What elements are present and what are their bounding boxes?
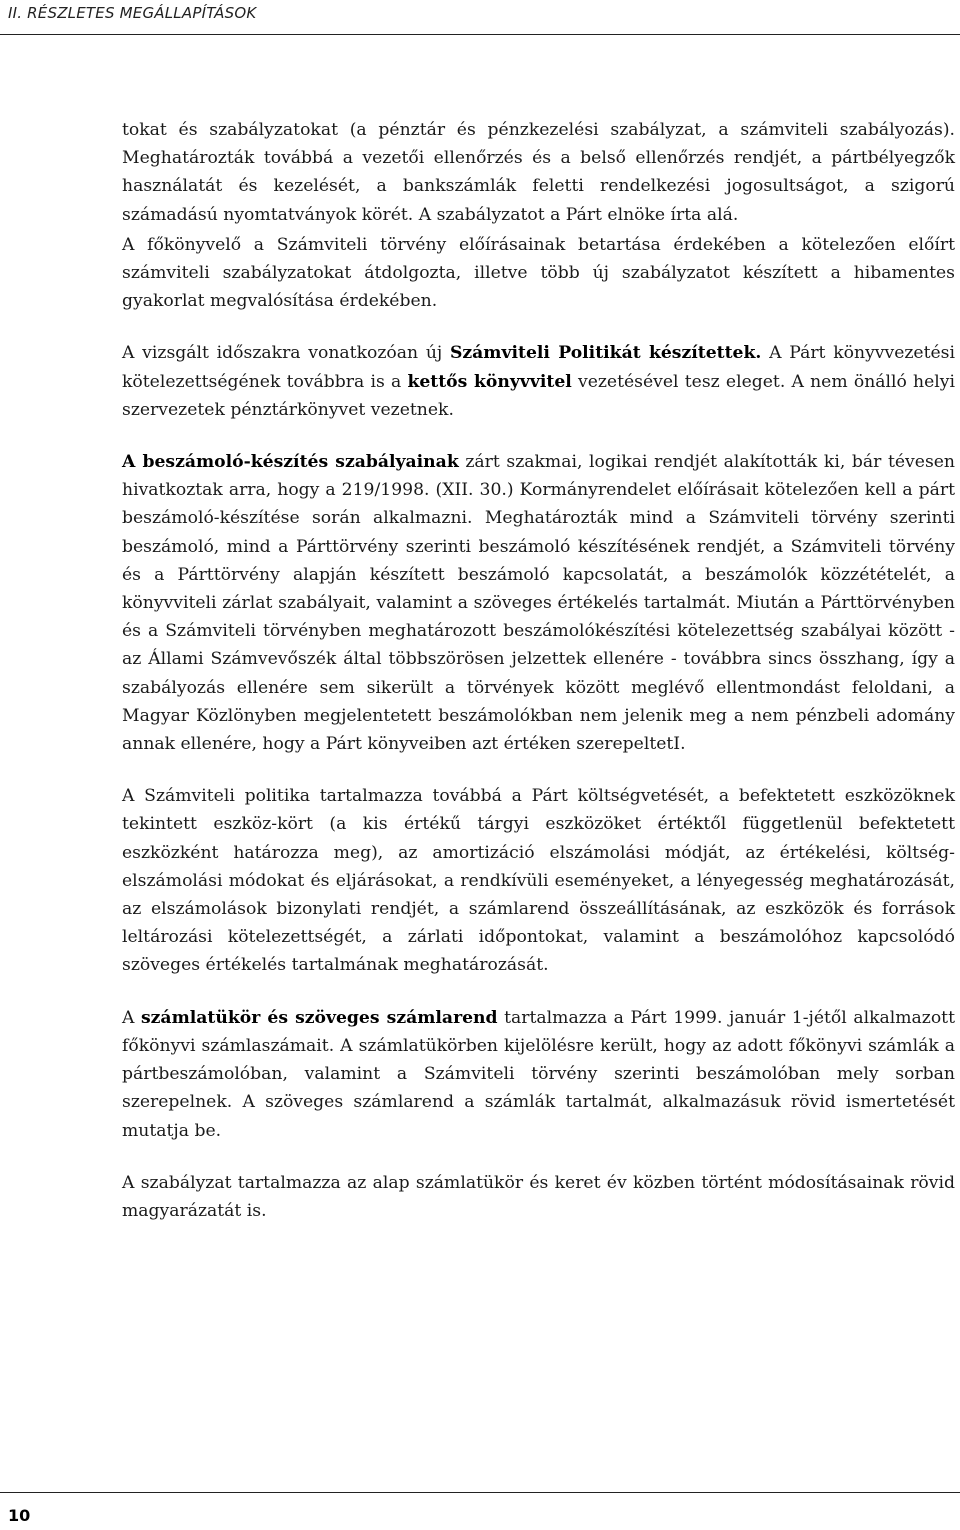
text-run: zárt szakmai, logikai rendjét alakították ki, bár tévesen hivatkoztak arra, hogy a 219/1998. (XII. 30.) Kormányrendelet előírásait kötelezően kell a párt beszámoló-készítése során alkalmazni. Meghatározták mind a Számviteli törvény szerinti beszámoló, mind a Párttörvény szerinti beszámoló készítésének rendjét, a Számviteli törvény és a Párttörvény alapján készített beszámoló kapcsolatát, a beszámolók közzétételét, a könyvviteli zárlat szabályait, valamint a szöveges értékelés tartalmát. Miután a Párttörvényben és a Számviteli törvényben meghatározott beszámolókészítési kötelezettség szabályai között - az Állami Számvevőszék által többszörösen jelzettek ellenére - továbbra sincs összhang, így a szabályozás ellenére sem sikerült a törvények között meglévő ellentmondást feloldani, a Magyar Közlönyben megjelentetett beszámolókban nem jelenik meg a nem pénzbeli adomány annak ellenére, hogy a Párt könyveiben azt értéken szerepeltetI. — [122, 452, 956, 755]
text-run: tartalmazza a Párt 1999. január 1-jétől alkalmazott főkönyvi számlaszámait. A számlatükörben kijelölésre került, hogy az adott főkönyvi számlák a pártbeszámolóban, valamint a Számviteli törvény szerinti beszámolóban mely sorban szerepelnek. A szöveges számlarend a számlák tartalmát, alkalmazásuk rövid ismertetését mutatja be. — [122, 1007, 955, 1141]
running-header: II. RÉSZLETES MEGÁLLAPÍTÁSOK — [8, 4, 257, 22]
bold-term-reporting-rules: A beszámoló-készítés szabályainak — [122, 452, 459, 473]
paragraph-accounting-policy — [122, 339, 955, 424]
bold-term-chart-of-accounts: számlatükör és szöveges számlarend — [141, 1007, 498, 1028]
paragraph-policy-contents: A Számviteli politika tartalmazza továbbá a Párt költségvetését, a befektetett eszközöknek tekintett eszköz-kört (a kis értékű tárgyi eszközöket értéktől függetlenül befektetett eszközként határozza meg), az amortizáció elszámolási módját, az értékelési, költség-elszámolási módokat és eljárásokat, a rendkívüli eseményeket, a lényegesség meghatározását, az elszámolások bizonylati rendjét, a számlarend összeállításának, az eszközök és források leltározási kötelezettségét, a zárlati időpontokat, valamint a beszámolóhoz kapcsolódó szöveges értékelés tartalmának meghatározását. — [122, 786, 955, 976]
text-run: vezetésével tesz eleget. A nem önálló helyi szervezetek pénztárkönyvet vezetnek. — [122, 371, 956, 420]
bold-term-accounting-policy: Számviteli Politikát készítettek. — [450, 343, 762, 364]
paragraph-modifications: A szabályzat tartalmazza az alap számlatükör és keret év közben történt módosításainak rövid magyarázatát is. — [122, 1172, 955, 1221]
paragraph-chart-of-accounts — [122, 1004, 955, 1145]
text-run: A Párt könyvvezetési kötelezettségének továbbra is a — [122, 343, 955, 392]
paragraph-chief-accountant: A főkönyvelő a Számviteli törvény előírásainak betartása érdekében a kötelezően előírt számviteli szabályzatokat átdolgozta, illetve több új szabályzatot készített a hibamentes gyakorlat megvalósítása érdekében. — [122, 234, 955, 312]
paragraph-reporting-rules — [122, 448, 955, 758]
page-number: 10 — [8, 1506, 31, 1525]
paragraph-regulations: tokat és szabályzatokat (a pénztár és pénzkezelési szabályzat, a számviteli szabályozás). Meghatározták továbbá a vezetői ellenőrzés és a belső ellenőrzés rendjét, a pártbélyegzők használatát és kezelését, a bankszámlák feletti rendelkezési jogosultságot, a szigorú számadású nyomtatványok körét. A szabályzatot a Párt elnöke írta alá. — [122, 120, 955, 225]
text-run: A vizsgált időszakra vonatkozóan új — [122, 343, 450, 364]
bold-term-double-entry: kettős könyvvitel — [407, 371, 572, 392]
footer-rule — [0, 1492, 960, 1493]
text-run: A — [122, 1007, 141, 1028]
header-rule — [0, 34, 960, 35]
document-body — [122, 116, 955, 1249]
